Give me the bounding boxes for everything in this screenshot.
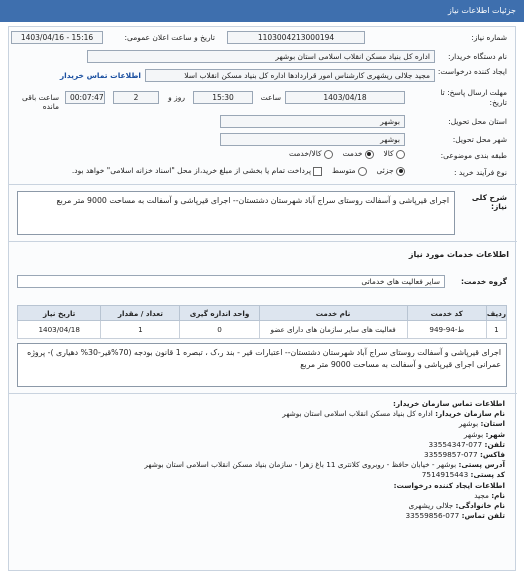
process-option-partial: جزئی: [376, 166, 394, 175]
col-name-header: نام خدمت: [259, 306, 407, 321]
buyer-label: نام دستگاه خریدار:: [447, 52, 507, 61]
contact-phone: 077-33554347: [428, 439, 483, 449]
col-date-header: تاریخ نیاز: [18, 306, 101, 321]
process-radio-partial[interactable]: [396, 167, 405, 176]
divider: [9, 393, 517, 394]
summary-label: شرح کلی نیاز:: [471, 193, 507, 211]
deadline-label: مهلت ارسال پاسخ: تا تاریخ:: [440, 88, 507, 107]
province-field[interactable]: بوشهر: [220, 115, 405, 128]
time-label: ساعت: [260, 93, 281, 102]
category-option-goods-service: کالا/خدمت: [289, 149, 322, 158]
summary-text: اجرای قیرپاشی و آسفالت روستای سراج آباد شهرستان دشتستان-- اجرای قیرپاشی و آسفالت به مساحت 9000 متر مربع: [17, 191, 455, 235]
contact-province: بوشهر: [458, 419, 479, 429]
contact-postal: 7514915443: [421, 470, 469, 480]
col-code-header: کد خدمت: [407, 306, 486, 321]
process-option-medium: متوسط: [331, 166, 356, 175]
days-label: روز و: [168, 93, 185, 102]
creator-family: جلالی ریشهری: [408, 501, 454, 511]
category-radio-goods[interactable]: [396, 150, 405, 159]
details-panel: [8, 26, 516, 571]
category-radio-service[interactable]: [365, 150, 374, 159]
process-radio-medium[interactable]: [358, 167, 367, 176]
category-radio-goods-service[interactable]: [324, 150, 333, 159]
contact-block: [25, 399, 505, 521]
creator-phone: 077-33559856: [405, 511, 460, 521]
cell-unit: 0: [180, 321, 259, 339]
contact-phone-label: تلفن:: [484, 439, 505, 449]
days-field[interactable]: 2: [113, 91, 159, 104]
creator-phone-label: تلفن تماس:: [461, 511, 505, 521]
announce-date-label: تاریخ و ساعت اعلان عمومی:: [124, 33, 215, 42]
page-title: جزئیات اطلاعات نیاز: [447, 6, 516, 15]
services-section-title: اطلاعات خدمات مورد نیاز: [408, 250, 509, 259]
contact-postal-label: کد پستی:: [470, 470, 505, 480]
contact-title: اطلاعات تماس سازمان خریدار:: [392, 399, 505, 408]
buyer-contact-link[interactable]: اطلاعات تماس خریدار: [59, 71, 141, 80]
contact-org-label: نام سازمان خریدار:: [435, 409, 505, 419]
buyer-field[interactable]: اداره کل بنیاد مسکن انقلاب اسلامی استان بوشهر: [87, 50, 435, 63]
service-group-label: گروه خدمت:: [460, 277, 507, 286]
service-group-field[interactable]: سایر فعالیت های خدماتی: [17, 275, 445, 288]
contact-fax-label: فاکس:: [480, 450, 505, 460]
city-field[interactable]: بوشهر: [220, 133, 405, 146]
contact-org: اداره کل بنیاد مسکن انقلاب اسلامی استان بوشهر: [282, 409, 433, 419]
divider: [9, 241, 517, 242]
contact-province-label: استان:: [480, 419, 505, 429]
cell-qty: 1: [101, 321, 180, 339]
cell-code: ط-94-949: [407, 321, 486, 339]
col-unit-header: واحد اندازه گیری: [180, 306, 259, 321]
cell-date: 1403/04/18: [18, 321, 101, 339]
creator-name: مجید: [474, 490, 489, 500]
contact-city-label: شهر:: [485, 429, 505, 439]
category-option-service: خدمت: [342, 149, 363, 158]
col-row-header: ردیف: [486, 306, 506, 321]
creator-name-label: نام:: [491, 490, 505, 500]
contact-address: بوشهر - خیابان حافظ - روبروی کلانتری 11 باغ زهرا - سازمان بنیاد مسکن انقلاب اسلامی استان بوشهر: [144, 460, 457, 470]
remaining-label: ساعت باقی مانده: [21, 93, 59, 111]
category-radio-group: [289, 149, 405, 159]
deadline-date-field[interactable]: 1403/04/18: [285, 91, 405, 104]
payment-note: پرداخت تمام یا بخشی از مبلغ خرید،از محل "اسناد خزانه اسلامی" خواهد بود.: [71, 166, 312, 175]
table-row[interactable]: [18, 321, 507, 339]
buyer-notes-text: اجرای قیرپاشی و آسفالت روستای سراج آباد شهرستان دشتستان-- اعتبارات قیر - بند ر،ک ، تبصره 1 قانون بودجه (70%قیر-30% دهیاری )- پروژه عمرانی اجرای قیرپاشی و آسفالت به مساحت 9000 متر مربع: [17, 343, 507, 387]
creator-info-title: اطلاعات ایجاد کننده درخواست:: [393, 480, 505, 490]
process-label: نوع فرآیند خرید :: [453, 168, 507, 177]
cell-row: 1: [486, 321, 506, 339]
divider: [9, 184, 517, 185]
treasury-payment-checkbox[interactable]: [313, 167, 322, 176]
city-label: شهر محل تحویل:: [452, 135, 507, 144]
announce-date-field[interactable]: 1403/04/16 - 15:16: [11, 31, 103, 44]
creator-field[interactable]: مجید جلالی ریشهری کارشناس امور قراردادها اداره کل بنیاد مسکن انقلاب اسلا: [145, 69, 435, 82]
process-radio-group: [72, 166, 405, 176]
contact-address-label: آدرس پستی:: [458, 460, 505, 470]
need-number-field[interactable]: 1103004213000194: [227, 31, 365, 44]
services-table: [17, 305, 507, 339]
need-number-label: شماره نیاز:: [471, 33, 507, 42]
remaining-time-field[interactable]: 00:07:47: [65, 91, 105, 104]
creator-family-label: نام خانوادگی:: [455, 501, 505, 511]
table-header-row: [18, 306, 507, 321]
page-title-bar: [0, 0, 524, 22]
province-label: استان محل تحویل:: [448, 117, 507, 126]
col-qty-header: تعداد / مقدار: [101, 306, 180, 321]
deadline-time-field[interactable]: 15:30: [193, 91, 253, 104]
cell-name: فعالیت های سایر سازمان های دارای عضو: [259, 321, 407, 339]
creator-label: ایجاد کننده درخواست:: [437, 67, 507, 76]
contact-city: بوشهر: [463, 429, 484, 439]
contact-fax: 077-33559857: [423, 450, 478, 460]
category-option-goods: کالا: [383, 149, 394, 158]
category-label: طبقه بندی موضوعی:: [440, 151, 507, 160]
